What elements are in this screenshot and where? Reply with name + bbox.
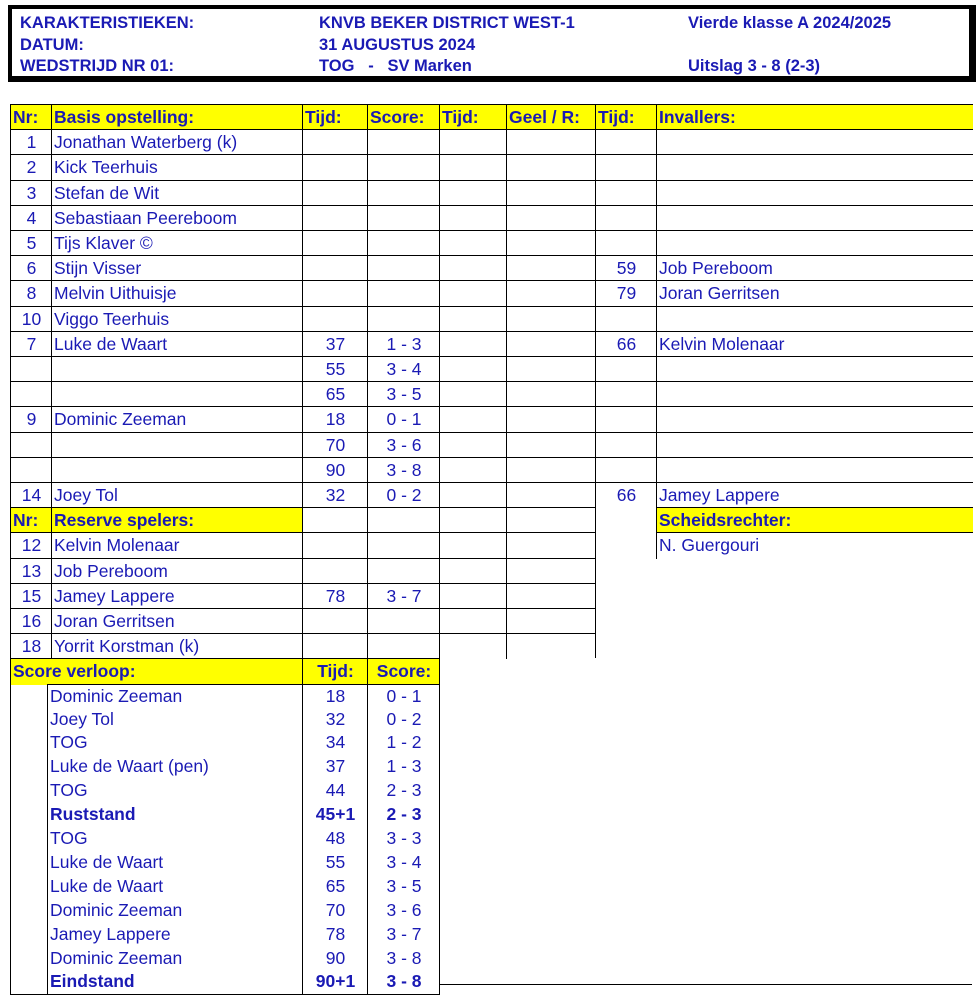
- player-name: Luke de Waart: [51, 331, 303, 357]
- reserve-goal-time: [302, 633, 368, 659]
- card-time: [439, 432, 507, 458]
- reserve-blank-cell: [506, 583, 596, 609]
- substitute-name: [656, 205, 973, 231]
- score-event-name: Dominic Zeeman: [47, 899, 303, 924]
- substitute-name: [656, 381, 973, 407]
- match-header: [8, 5, 976, 82]
- score-event-time: 34: [302, 731, 368, 756]
- player-number: 1: [10, 129, 52, 155]
- score-event-name: TOG: [47, 731, 303, 756]
- lineup-header-geel-rood: Geel / R:: [506, 104, 596, 130]
- card-type: [506, 331, 596, 357]
- score-event-name: Dominic Zeeman: [47, 684, 303, 709]
- score-event-time: 37: [302, 755, 368, 780]
- substitute-name: Jamey Lappere: [656, 482, 973, 508]
- goal-score: [367, 180, 440, 206]
- reserve-header-blank: [506, 507, 596, 533]
- score-event-name: TOG: [47, 779, 303, 804]
- goal-score: [367, 154, 440, 180]
- player-name: Viggo Teerhuis: [51, 306, 303, 332]
- card-type: [506, 230, 596, 256]
- score-event-time: 70: [302, 899, 368, 924]
- reserve-name: Jamey Lappere: [51, 583, 303, 609]
- reserve-blank-cell: [506, 532, 596, 558]
- substitution-time: [595, 306, 657, 332]
- substitution-time: 79: [595, 280, 657, 306]
- score-event-score: 1 - 3: [367, 755, 440, 780]
- card-time: [439, 356, 507, 382]
- score-event-score: 3 - 6: [367, 899, 440, 924]
- player-name: [51, 381, 303, 407]
- score-event-time: 65: [302, 875, 368, 900]
- reserve-goal-time: [302, 608, 368, 634]
- substitute-name: [656, 432, 973, 458]
- lineup-header-tijd1: Tijd:: [302, 104, 368, 130]
- card-time: [439, 230, 507, 256]
- reserve-number: 18: [10, 633, 52, 659]
- score-event-time: 78: [302, 923, 368, 948]
- reserve-goal-score: [367, 608, 440, 634]
- player-name: Stijn Visser: [51, 255, 303, 281]
- substitute-name: [656, 129, 973, 155]
- goal-score: [367, 129, 440, 155]
- score-faint-line: [439, 984, 972, 985]
- card-time: [439, 331, 507, 357]
- substitution-time: [595, 205, 657, 231]
- reserve-name: Yorrit Korstman (k): [51, 633, 303, 659]
- player-name: Dominic Zeeman: [51, 406, 303, 432]
- goal-time: [302, 255, 368, 281]
- score-event-name: Luke de Waart: [47, 851, 303, 876]
- score-event-time: 55: [302, 851, 368, 876]
- card-type: [506, 356, 596, 382]
- goal-time: 18: [302, 406, 368, 432]
- goal-time: [302, 280, 368, 306]
- substitute-name: [656, 457, 973, 483]
- substitution-time: [595, 406, 657, 432]
- player-number: 9: [10, 406, 52, 432]
- player-name: [51, 457, 303, 483]
- goal-time: 90: [302, 457, 368, 483]
- reserve-goal-time: [302, 558, 368, 584]
- goal-score: [367, 230, 440, 256]
- substitute-name: Joran Gerritsen: [656, 280, 973, 306]
- substitute-name: [656, 230, 973, 256]
- player-number: [10, 457, 52, 483]
- substitution-time: [595, 180, 657, 206]
- score-event-time: 45+1: [302, 803, 368, 828]
- card-time: [439, 154, 507, 180]
- goal-score: 0 - 2: [367, 482, 440, 508]
- substitute-name: [656, 356, 973, 382]
- goal-time: [302, 205, 368, 231]
- card-type: [506, 406, 596, 432]
- goal-score: [367, 306, 440, 332]
- card-type: [506, 255, 596, 281]
- reserve-goal-score: 3 - 7: [367, 583, 440, 609]
- label-wedstrijd: WEDSTRIJD NR 01:: [20, 57, 175, 75]
- lineup-header-nr: Nr:: [10, 104, 52, 130]
- reserve-blank-cell: [439, 608, 507, 634]
- referee-header: Scheidsrechter:: [656, 507, 973, 533]
- card-type: [506, 205, 596, 231]
- score-event-time: 44: [302, 779, 368, 804]
- player-name: Sebastiaan Peereboom: [51, 205, 303, 231]
- player-name: Joey Tol: [51, 482, 303, 508]
- goal-time: [302, 154, 368, 180]
- score-event-name: Joey Tol: [47, 708, 303, 733]
- substitute-name: Kelvin Molenaar: [656, 331, 973, 357]
- player-name: [51, 432, 303, 458]
- card-time: [439, 180, 507, 206]
- goal-time: 65: [302, 381, 368, 407]
- player-number: [10, 381, 52, 407]
- division-season: Vierde klasse A 2024/2025: [688, 14, 892, 32]
- reserve-header-blank: [367, 507, 440, 533]
- substitute-name: [656, 406, 973, 432]
- substitution-time: [595, 356, 657, 382]
- reserve-goal-score: [367, 532, 440, 558]
- goal-score: [367, 255, 440, 281]
- score-header-score: Score:: [367, 658, 440, 684]
- goal-score: [367, 205, 440, 231]
- competition-name: KNVB BEKER DISTRICT WEST-1: [319, 14, 575, 32]
- substitution-time: [595, 432, 657, 458]
- score-event-score: 0 - 1: [367, 684, 440, 709]
- goal-time: [302, 129, 368, 155]
- score-event-score: 3 - 4: [367, 851, 440, 876]
- player-number: 14: [10, 482, 52, 508]
- label-datum: DATUM:: [20, 36, 84, 54]
- reserve-name: Job Pereboom: [51, 558, 303, 584]
- score-event-score: 3 - 5: [367, 875, 440, 900]
- score-event-score: 1 - 2: [367, 731, 440, 756]
- goal-score: 1 - 3: [367, 331, 440, 357]
- substitution-time: [595, 457, 657, 483]
- score-event-score: 3 - 8: [367, 947, 440, 972]
- match-teams: TOG - SV Marken: [319, 57, 472, 75]
- goal-score: [367, 280, 440, 306]
- card-type: [506, 482, 596, 508]
- substitution-time: 66: [595, 482, 657, 508]
- score-event-name: Jamey Lappere: [47, 923, 303, 948]
- substitution-time: [595, 154, 657, 180]
- player-name: Tijs Klaver ©: [51, 230, 303, 256]
- card-type: [506, 381, 596, 407]
- reserve-header-title: Reserve spelers:: [51, 507, 303, 533]
- player-number: 6: [10, 255, 52, 281]
- player-name: Melvin Uithuisje: [51, 280, 303, 306]
- player-number: 10: [10, 306, 52, 332]
- score-header-tijd: Tijd:: [302, 658, 368, 684]
- substitute-name: [656, 154, 973, 180]
- score-header-title: Score verloop:: [10, 658, 303, 684]
- score-right-edge: [439, 684, 440, 996]
- substitution-time: [595, 381, 657, 407]
- player-name: [51, 356, 303, 382]
- goal-time: [302, 230, 368, 256]
- goal-time: 70: [302, 432, 368, 458]
- card-type: [506, 154, 596, 180]
- reserve-header-blank: [439, 507, 507, 533]
- reserve-header-blank: [302, 507, 368, 533]
- substitute-name: [656, 306, 973, 332]
- score-event-score: 2 - 3: [367, 779, 440, 804]
- reserve-blank-cell: [439, 583, 507, 609]
- substitution-time: [595, 230, 657, 256]
- reserve-blank-cell: [439, 532, 507, 558]
- reserve-goal-score: [367, 558, 440, 584]
- player-number: [10, 432, 52, 458]
- card-type: [506, 180, 596, 206]
- match-result: Uitslag 3 - 8 (2-3): [688, 57, 821, 75]
- lineup-header-invallers: Invallers:: [656, 104, 973, 130]
- goal-time: 32: [302, 482, 368, 508]
- lineup-header-tijd2: Tijd:: [439, 104, 507, 130]
- player-number: [10, 356, 52, 382]
- card-time: [439, 406, 507, 432]
- reserve-blank-cell: [439, 633, 507, 659]
- score-event-name: Luke de Waart (pen): [47, 755, 303, 780]
- score-event-time: 90: [302, 947, 368, 972]
- card-time: [439, 457, 507, 483]
- score-event-time: 18: [302, 684, 368, 709]
- label-karakteristieken: KARAKTERISTIEKEN:: [20, 14, 195, 32]
- reserve-number: 13: [10, 558, 52, 584]
- player-number: 4: [10, 205, 52, 231]
- reserve-number: 16: [10, 608, 52, 634]
- score-event-name: TOG: [47, 827, 303, 852]
- goal-time: [302, 306, 368, 332]
- goal-time: 55: [302, 356, 368, 382]
- card-time: [439, 280, 507, 306]
- reserve-name: Kelvin Molenaar: [51, 532, 303, 558]
- card-time: [439, 129, 507, 155]
- reserve-blank-cell: [506, 558, 596, 584]
- card-time: [439, 381, 507, 407]
- reserve-goal-score: [367, 633, 440, 659]
- score-event-time: 90+1: [302, 970, 368, 995]
- score-event-name: Dominic Zeeman: [47, 947, 303, 972]
- player-number: 7: [10, 331, 52, 357]
- reserve-blank-cell: [506, 633, 596, 659]
- player-number: 2: [10, 154, 52, 180]
- reserve-header-nr: Nr:: [10, 507, 52, 533]
- score-event-score: 0 - 2: [367, 708, 440, 733]
- lineup-header-tijd3: Tijd:: [595, 104, 657, 130]
- card-time: [439, 306, 507, 332]
- score-event-time: 32: [302, 708, 368, 733]
- score-event-name: Ruststand: [47, 803, 303, 828]
- player-name: Kick Teerhuis: [51, 154, 303, 180]
- reserve-number: 15: [10, 583, 52, 609]
- reserve-blank-cell: [506, 608, 596, 634]
- score-bottom-edge: [10, 994, 440, 995]
- player-number: 5: [10, 230, 52, 256]
- substitution-time: [595, 129, 657, 155]
- card-time: [439, 482, 507, 508]
- score-event-score: 3 - 7: [367, 923, 440, 948]
- score-event-score: 3 - 8: [367, 970, 440, 995]
- player-number: 3: [10, 180, 52, 206]
- score-header-blank: [439, 658, 442, 684]
- player-name: Stefan de Wit: [51, 180, 303, 206]
- score-event-score: 3 - 3: [367, 827, 440, 852]
- card-type: [506, 280, 596, 306]
- goal-score: 0 - 1: [367, 406, 440, 432]
- card-time: [439, 205, 507, 231]
- goal-score: 3 - 8: [367, 457, 440, 483]
- player-name: Jonathan Waterberg (k): [51, 129, 303, 155]
- card-type: [506, 457, 596, 483]
- substitute-name: [656, 180, 973, 206]
- score-event-name: Luke de Waart: [47, 875, 303, 900]
- reserve-name: Joran Gerritsen: [51, 608, 303, 634]
- substitute-name: Job Pereboom: [656, 255, 973, 281]
- substitution-time: 66: [595, 331, 657, 357]
- goal-score: 3 - 5: [367, 381, 440, 407]
- score-event-score: 2 - 3: [367, 803, 440, 828]
- goal-score: 3 - 6: [367, 432, 440, 458]
- goal-score: 3 - 4: [367, 356, 440, 382]
- substitution-time: 59: [595, 255, 657, 281]
- card-time: [439, 255, 507, 281]
- reserve-goal-time: 78: [302, 583, 368, 609]
- player-number: 8: [10, 280, 52, 306]
- reserve-goal-time: [302, 532, 368, 558]
- match-date: 31 AUGUSTUS 2024: [319, 36, 476, 54]
- lineup-header-score: Score:: [367, 104, 440, 130]
- goal-time: [302, 180, 368, 206]
- score-event-name: Eindstand: [47, 970, 303, 995]
- reserve-blank-cell: [439, 558, 507, 584]
- score-event-time: 48: [302, 827, 368, 852]
- card-type: [506, 432, 596, 458]
- referee-name: N. Guergouri: [656, 532, 973, 558]
- reserve-block-edge: [595, 507, 596, 658]
- card-type: [506, 129, 596, 155]
- reserve-number: 12: [10, 532, 52, 558]
- score-left-edge: [10, 684, 11, 996]
- lineup-header-basis: Basis opstelling:: [51, 104, 303, 130]
- card-type: [506, 306, 596, 332]
- goal-time: 37: [302, 331, 368, 357]
